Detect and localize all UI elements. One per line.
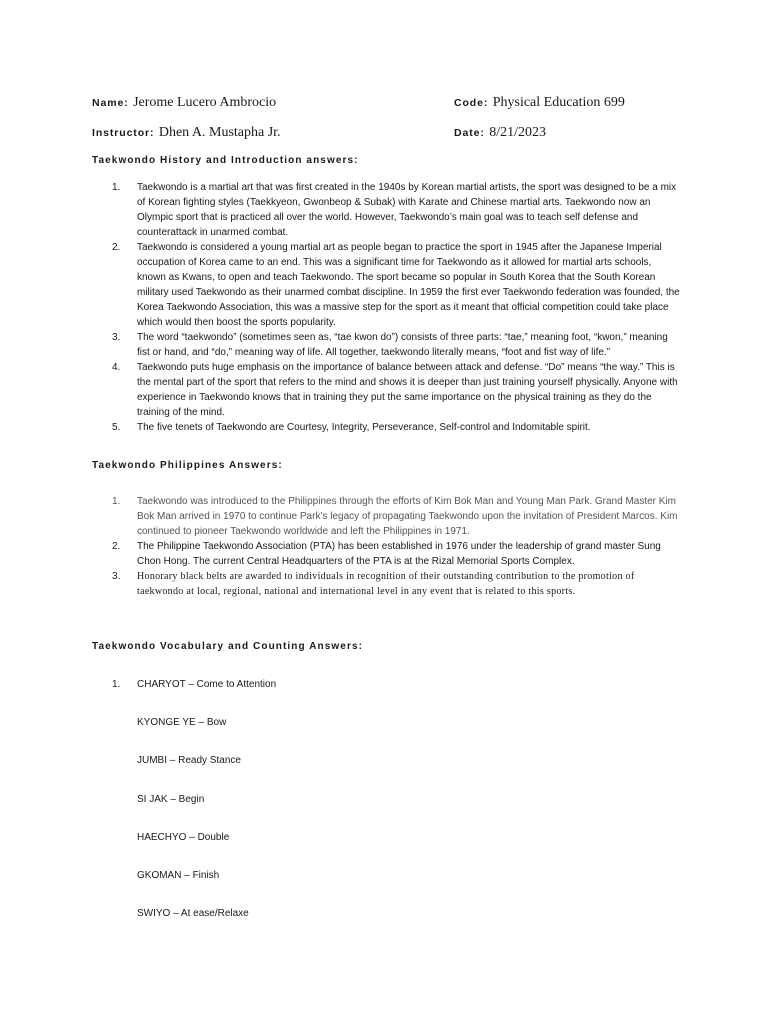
instructor-label: Instructor: xyxy=(92,127,155,139)
list-number: 3. xyxy=(112,332,121,343)
list-number: 3. xyxy=(112,571,121,582)
history-item-text: The word “taekwondo” (sometimes seen as, “tae kwon do”) consists of three parts: “tae,” meaning foot, “kwon,” meaning fist or hand, and “do,” meaning way of life. All together, taekwondo literally means, “foot and fist way of life.” xyxy=(137,332,668,358)
vocab-item: JUMBI – Ready Stance xyxy=(137,755,241,766)
history-heading: Taekwondo History and Introduction answers: xyxy=(92,155,359,166)
philippines-item xyxy=(92,569,682,599)
name-label: Name: xyxy=(92,97,129,109)
vocab-item: SWIYO – At ease/Relaxe xyxy=(137,908,249,919)
header-row-instructor xyxy=(92,123,692,143)
history-item xyxy=(92,360,682,420)
history-item-text: The five tenets of Taekwondo are Courtesy, Integrity, Perseverance, Self-control and Indomitable spirit. xyxy=(137,422,591,433)
history-item xyxy=(92,240,682,330)
history-item-text: Taekwondo is a martial art that was first created in the 1940s by Korean martial artists, the sport was designed to be a mix of Korean fighting styles (Taekkyeon, Gwonbeop & Subak) with Karate and Chinese martial arts. Taekwondo now an Olympic sport that is practiced all over the world. However, Taekwondo’s main goal was to teach self defense and counterattack in unarmed combat. xyxy=(137,182,677,238)
list-number: 1. xyxy=(112,496,121,507)
history-item-text: Taekwondo is considered a young martial art as people began to practice the sport in 1945 after the Japanese Imperial occupation of Korea came to an end. This was a significant time for Taekwondo as it allowed for martial arts schools, known as Kwans, to open and teach Taekwondo. The sport became so popular in South Korea that the South Korean military used Taekwondo as their unarmed combat discipline. In 1959 the first ever Taekwondo federation was founded, the Korea Taekwondo Association, this was a massive step for the sport as it meant that official competition could take place which would then boost the sports popularity. xyxy=(137,242,680,328)
philippines-heading: Taekwondo Philippines Answers: xyxy=(92,460,283,471)
vocab-item: CHARYOT – Come to Attention xyxy=(137,679,277,690)
instructor-value: Dhen A. Mustapha Jr. xyxy=(158,125,281,140)
list-number: 2. xyxy=(112,541,121,552)
history-item xyxy=(92,330,682,360)
date-value: 8/21/2023 xyxy=(489,125,546,140)
history-item-text: Taekwondo puts huge emphasis on the importance of balance between attack and defense. “Do” means “the way.” This is the mental part of the sport that refers to the mind and shows it is deeper than just training yourself physically. Anyone with experience in Taekwondo knows that in training they put the same importance on the physical training as they do the training of the mind. xyxy=(137,362,678,418)
list-number: 1. xyxy=(112,182,121,193)
vocabulary-heading: Taekwondo Vocabulary and Counting Answers: xyxy=(92,641,364,652)
vocab-item: SI JAK – Begin xyxy=(137,794,205,805)
list-number: 5. xyxy=(112,422,121,433)
history-item xyxy=(92,420,682,435)
philippines-item-text: Taekwondo was introduced to the Philippines through the efforts of Kim Bok Man and Young Man Park. Grand Master Kim Bok Man arrived in 1970 to continue Park’s legacy of propagating Taekwondo upon the invitation of President Marcos. Kim continued to pioneer Taekwondo worldwide and left the Philippines in 1971. xyxy=(137,496,678,537)
philippines-item xyxy=(92,494,682,539)
date-label: Date: xyxy=(454,127,485,139)
history-item xyxy=(92,180,682,240)
name-value: Jerome Lucero Ambrocio xyxy=(133,95,277,110)
header-row-name xyxy=(92,93,692,113)
philippines-item xyxy=(92,539,682,569)
code-value: Physical Education 699 xyxy=(492,95,625,110)
philippines-list xyxy=(92,494,682,599)
philippines-item-text: Honorary black belts are awarded to individuals in recognition of their outstanding contribution to the promotion of taekwondo at local, regional, national and international level in any event that is related to this sports. xyxy=(137,571,635,597)
vocab-item: GKOMAN – Finish xyxy=(137,870,220,881)
vocab-item: HAECHYO – Double xyxy=(137,832,230,843)
vocab-item: KYONGE YE – Bow xyxy=(137,717,227,728)
vocab-list-number: 1. xyxy=(112,679,121,690)
list-number: 2. xyxy=(112,242,121,253)
history-list xyxy=(92,180,682,435)
list-number: 4. xyxy=(112,362,121,373)
code-label: Code: xyxy=(454,97,489,109)
philippines-item-text: The Philippine Taekwondo Association (PTA) has been established in 1976 under the leadership of grand master Sung Chon Hong. The current Central Headquarters of the PTA is at the Rizal Memorial Sports Complex. xyxy=(137,541,661,567)
